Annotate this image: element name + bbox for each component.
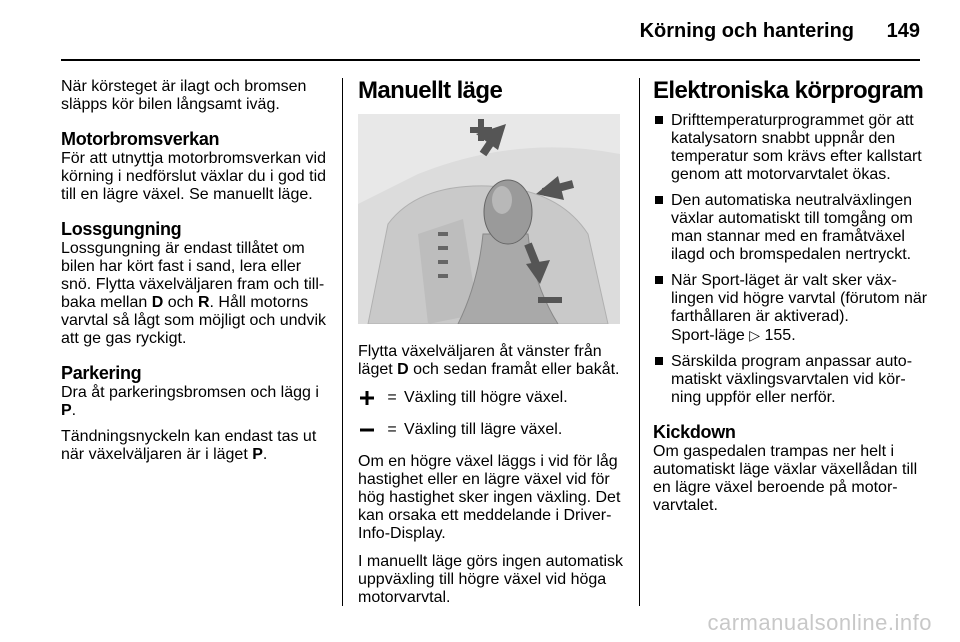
list-item	[653, 353, 928, 407]
list-item	[653, 112, 928, 184]
gear-label: P	[252, 446, 263, 463]
page-reference-arrow-icon: ▷	[749, 327, 761, 343]
body-text: I manuellt läge görs ingen automatisk uppväxling till högre växel vid höga motorvarvtal.	[358, 553, 624, 606]
text-part: .	[71, 402, 77, 419]
symbol-row-minus	[358, 421, 628, 439]
gear-label: R	[197, 294, 210, 311]
section-heading: Parkering	[61, 363, 142, 383]
gear-selector-illustration	[358, 114, 620, 324]
gate-marker	[438, 274, 448, 278]
symbol-description: Växling till lägre växel.	[404, 421, 563, 438]
gate-marker	[438, 246, 448, 250]
section-heading: Elektroniska körprogram	[653, 77, 924, 104]
section-motorbromsverkan	[61, 128, 331, 204]
bullet-icon	[655, 196, 663, 204]
plus-icon	[358, 389, 380, 407]
gear-knob-highlight	[492, 186, 512, 214]
reference-text: Sport-läge	[671, 327, 750, 344]
sport-mode-reference[interactable]	[671, 327, 796, 344]
text-part: Flytta växelväljaren åt vänster från läget	[358, 343, 602, 378]
reference-page: 155.	[764, 327, 796, 344]
section-heading: Manuellt läge	[358, 77, 503, 104]
instruction-text	[358, 343, 628, 379]
section-text: Om gaspedalen trampas ner helt i automatiskt läge växlar växellådan till en lägre växel beroende på motorvarvtalet.	[653, 443, 918, 514]
page-number: 149	[886, 20, 920, 42]
text-part: Lossgungning är endast tillåtet om bilen har kört fast i sand, lera eller snö. Flytta växelväljaren fram och tillbaka mellan	[61, 240, 325, 311]
column-left	[61, 78, 331, 472]
column-divider	[639, 78, 640, 606]
section-heading: Lossgungning	[61, 219, 182, 239]
equals-sign: =	[387, 389, 397, 406]
gear-label: D	[151, 294, 164, 311]
program-list	[653, 112, 928, 407]
text-part: Tändningsnyckeln kan endast tas ut när växelväljaren är i läget	[61, 428, 317, 463]
list-item-text: Särskilda program anpassar automatiskt växlingsvarvtalen vid körning uppför eller nerför.	[671, 353, 913, 406]
gate-marker	[438, 260, 448, 264]
text-part: och sedan framåt eller bakåt.	[408, 361, 620, 378]
page-header	[0, 0, 960, 60]
header-title: Körning och hantering	[639, 20, 854, 42]
section-parkering	[61, 362, 331, 464]
intro-text: När körsteget är ilagt och bromsen släpps kör bilen långsamt iväg.	[61, 78, 307, 113]
text-part: Dra åt parkeringsbromsen och lägg i	[61, 384, 319, 401]
section-kickdown	[653, 421, 928, 515]
symbol-row-plus	[358, 389, 628, 407]
list-item-text: Den automatiska neutralväxlingen växlar automatiskt till tomgång om man stannar med en framåtväxel ilagd och bromspedalen nertryckt.	[671, 192, 913, 263]
body-text: Om en högre växel läggs i vid för låg hastighet eller en lägre växel vid för hög hastighet sker ingen växling. Det kan orsaka ett meddelande i Driver-Info-Display.	[358, 453, 621, 542]
gate-marker	[438, 232, 448, 236]
header-rule	[61, 59, 920, 61]
section-heading: Motorbromsverkan	[61, 129, 220, 149]
column-divider	[342, 78, 343, 606]
watermark: carmanualsonline.info	[707, 610, 932, 635]
text-part: . Håll motorns varvtal så lågt som möjligt och undvik att ge gas ryckigt.	[61, 294, 326, 347]
column-middle	[358, 78, 628, 617]
section-text	[61, 384, 331, 420]
list-item-text: När Sport-läget är valt sker växlingen vid högre varvtal (förutom när farthållaren är aktiverad).	[671, 272, 928, 325]
section-text: För att utnyttja motorbromsverkan vid körning i nedförslut växlar du i god tid till en lägre växel. Se manuellt läge.	[61, 150, 327, 203]
list-item-text: Drifttemperaturprogrammet gör att katalysatorn snabbt uppnår den temperatur som krävs efter kallstart genom att motorvarvtalet ökas.	[671, 112, 922, 183]
bullet-icon	[655, 357, 663, 365]
section-lossgungning	[61, 218, 331, 348]
gear-label: D	[397, 361, 409, 378]
bullet-icon	[655, 276, 663, 284]
section-text	[61, 428, 331, 464]
gear-label: P	[61, 402, 72, 419]
minus-icon	[358, 421, 380, 439]
list-item	[653, 272, 928, 345]
text-part: och	[163, 294, 198, 311]
text-part: .	[262, 446, 268, 463]
equals-sign: =	[387, 421, 397, 438]
section-text	[61, 240, 331, 348]
column-right	[653, 78, 928, 523]
section-heading: Kickdown	[653, 422, 736, 442]
symbol-description: Växling till högre växel.	[404, 389, 568, 406]
list-item	[653, 192, 928, 264]
bullet-icon	[655, 116, 663, 124]
